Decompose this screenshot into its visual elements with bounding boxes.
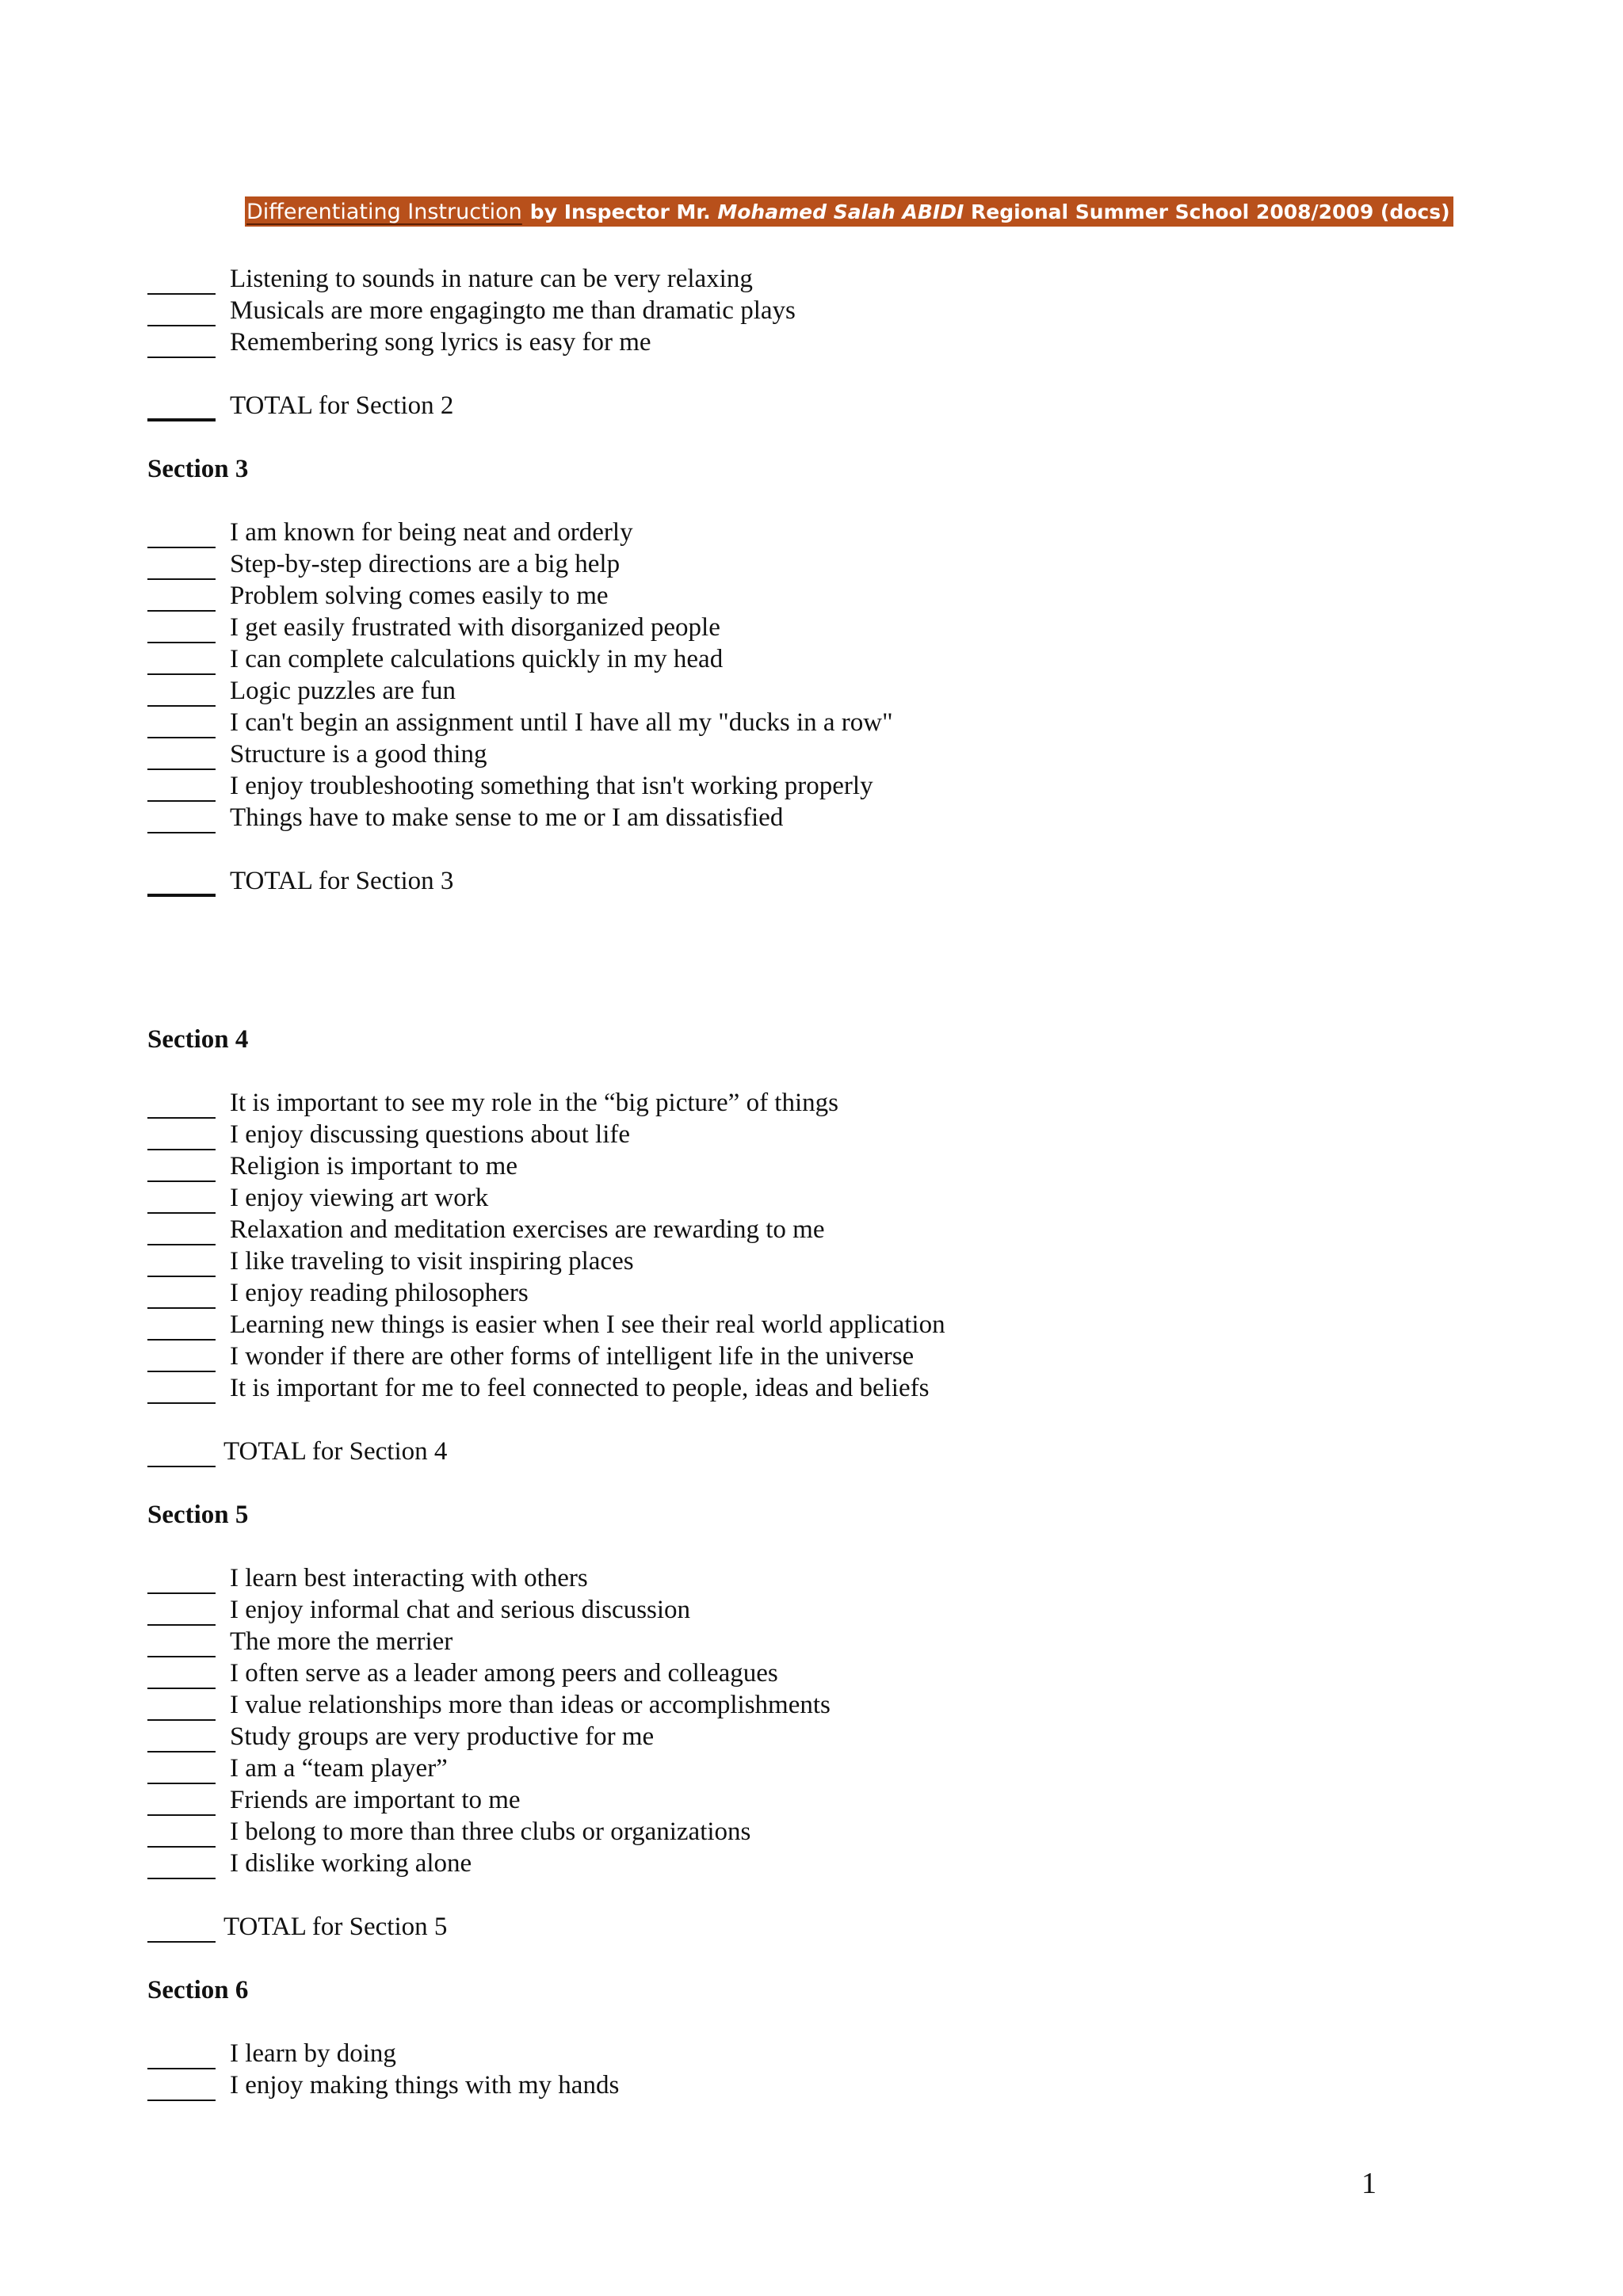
section-total xyxy=(147,865,1495,897)
spacer xyxy=(147,485,1495,517)
list-item xyxy=(147,1816,1495,1848)
item-text: Relaxation and meditation exercises are rewarding to me xyxy=(230,1215,825,1244)
spacer xyxy=(147,421,1495,453)
item-text: The more the merrier xyxy=(230,1627,453,1656)
spacer xyxy=(147,358,1495,390)
list-item xyxy=(147,263,1495,295)
item-text: Structure is a good thing xyxy=(230,740,487,769)
answer-blank[interactable] xyxy=(147,271,216,295)
answer-blank[interactable] xyxy=(147,1253,216,1277)
answer-blank[interactable] xyxy=(147,1729,216,1753)
item-text: Remembering song lyrics is easy for me xyxy=(230,328,651,357)
answer-blank[interactable] xyxy=(147,1317,216,1341)
list-item xyxy=(147,1214,1495,1245)
spacer xyxy=(147,1879,1495,1911)
header-rest-text: Regional Summer School 2008/2009 (docs) xyxy=(971,200,1450,223)
answer-blank[interactable] xyxy=(147,2077,216,2101)
item-text: I am a “team player” xyxy=(230,1754,448,1783)
answer-blank[interactable] xyxy=(147,620,216,643)
item-text: I belong to more than three clubs or organizations xyxy=(230,1817,751,1846)
list-item xyxy=(147,612,1495,643)
list-item xyxy=(147,580,1495,612)
item-text: Friends are important to me xyxy=(230,1786,521,1814)
list-item xyxy=(147,643,1495,675)
item-text: Musicals are more engagingto me than dramatic plays xyxy=(230,296,796,325)
item-text: Learning new things is easier when I see their real world application xyxy=(230,1310,945,1339)
item-text: I often serve as a leader among peers and colleagues xyxy=(230,1659,778,1688)
list-item xyxy=(147,295,1495,326)
item-text: Logic puzzles are fun xyxy=(230,677,456,705)
answer-blank[interactable] xyxy=(147,303,216,326)
section-heading: Section 4 xyxy=(147,1025,249,1054)
list-item xyxy=(147,1848,1495,1879)
answer-blank[interactable] xyxy=(147,2046,216,2069)
list-item xyxy=(147,1594,1495,1626)
list-item xyxy=(147,675,1495,707)
answer-blank[interactable] xyxy=(147,1855,216,1879)
answer-blank[interactable] xyxy=(147,556,216,580)
spacer xyxy=(147,1943,1495,1974)
item-text: I wonder if there are other forms of intelligent life in the universe xyxy=(230,1342,915,1371)
item-text: I enjoy viewing art work xyxy=(230,1184,489,1212)
answer-blank[interactable] xyxy=(147,810,216,833)
answer-blank[interactable] xyxy=(147,1158,216,1182)
total-label: TOTAL for Section 5 xyxy=(223,1913,448,1941)
section-heading: Section 5 xyxy=(147,1501,249,1529)
header-title: Differentiating Instruction xyxy=(246,199,522,224)
answer-blank[interactable] xyxy=(147,1285,216,1309)
item-text: I value relationships more than ideas or accomplishments xyxy=(230,1691,831,1719)
total-blank[interactable] xyxy=(147,1444,216,1467)
answer-blank[interactable] xyxy=(147,1380,216,1404)
answer-blank[interactable] xyxy=(147,1634,216,1657)
item-text: I enjoy reading philosophers xyxy=(230,1279,529,1307)
answer-blank[interactable] xyxy=(147,1095,216,1119)
list-item xyxy=(147,802,1495,833)
questionnaire-body xyxy=(147,263,1495,2101)
list-item xyxy=(147,770,1495,802)
list-item xyxy=(147,738,1495,770)
answer-blank[interactable] xyxy=(147,1570,216,1594)
item-text: I enjoy making things with my hands xyxy=(230,2071,620,2100)
list-item xyxy=(147,1119,1495,1150)
list-item xyxy=(147,2069,1495,2101)
total-blank[interactable] xyxy=(147,396,216,421)
item-text: It is important to see my role in the “big picture” of things xyxy=(230,1089,838,1117)
item-text: I enjoy troubleshooting something that isn't working properly xyxy=(230,772,873,800)
item-text: I enjoy discussing questions about life xyxy=(230,1120,631,1149)
list-item xyxy=(147,1657,1495,1689)
list-item xyxy=(147,326,1495,358)
list-item xyxy=(147,1277,1495,1309)
total-label: TOTAL for Section 2 xyxy=(230,391,454,420)
item-text: I am known for being neat and orderly xyxy=(230,518,633,547)
item-text: I can complete calculations quickly in my head xyxy=(230,645,724,673)
list-item xyxy=(147,517,1495,548)
section-total xyxy=(147,1436,1495,1467)
answer-blank[interactable] xyxy=(147,1190,216,1214)
spacer xyxy=(147,1467,1495,1499)
item-text: Religion is important to me xyxy=(230,1152,517,1180)
total-blank[interactable] xyxy=(147,871,216,897)
item-text: Things have to make sense to me or I am dissatisfied xyxy=(230,803,784,832)
spacer xyxy=(147,2006,1495,2038)
answer-blank[interactable] xyxy=(147,1222,216,1245)
running-header xyxy=(245,196,1453,227)
total-blank[interactable] xyxy=(147,1919,216,1943)
answer-blank[interactable] xyxy=(147,1824,216,1848)
list-item xyxy=(147,1784,1495,1816)
list-item xyxy=(147,1753,1495,1784)
list-item xyxy=(147,1245,1495,1277)
answer-blank[interactable] xyxy=(147,1127,216,1150)
item-text: Study groups are very productive for me xyxy=(230,1722,655,1751)
list-item xyxy=(147,707,1495,738)
answer-blank[interactable] xyxy=(147,334,216,358)
answer-blank[interactable] xyxy=(147,1697,216,1721)
header-author-name: Mohamed Salah ABIDI xyxy=(717,200,964,223)
total-label: TOTAL for Section 3 xyxy=(230,867,454,895)
item-text: I like traveling to visit inspiring places xyxy=(230,1247,634,1276)
item-text: It is important for me to feel connected to people, ideas and beliefs xyxy=(230,1374,930,1402)
item-text: Listening to sounds in nature can be very relaxing xyxy=(230,265,753,293)
list-item xyxy=(147,1309,1495,1341)
answer-blank[interactable] xyxy=(147,1602,216,1626)
answer-blank[interactable] xyxy=(147,746,216,770)
answer-blank[interactable] xyxy=(147,1760,216,1784)
answer-blank[interactable] xyxy=(147,1348,216,1372)
spacer xyxy=(147,833,1495,865)
item-text: I can't begin an assignment until I have all my "ducks in a row" xyxy=(230,708,893,737)
list-item xyxy=(147,1562,1495,1594)
item-text: I get easily frustrated with disorganized people xyxy=(230,613,720,642)
list-item xyxy=(147,1150,1495,1182)
list-item xyxy=(147,1182,1495,1214)
list-item xyxy=(147,1372,1495,1404)
list-item xyxy=(147,1087,1495,1119)
total-label: TOTAL for Section 4 xyxy=(223,1437,448,1466)
spacer xyxy=(147,1531,1495,1562)
answer-blank[interactable] xyxy=(147,1665,216,1689)
answer-blank[interactable] xyxy=(147,651,216,675)
spacer xyxy=(147,992,1495,1024)
item-text: I learn by doing xyxy=(230,2039,396,2068)
header-by-text: by Inspector Mr. xyxy=(529,200,711,223)
list-item xyxy=(147,1341,1495,1372)
spacer xyxy=(147,1404,1495,1436)
section-heading: Section 3 xyxy=(147,455,249,483)
list-item xyxy=(147,1721,1495,1753)
item-text: I enjoy informal chat and serious discussion xyxy=(230,1596,691,1624)
answer-blank[interactable] xyxy=(147,715,216,738)
answer-blank[interactable] xyxy=(147,1792,216,1816)
spacer xyxy=(147,897,1495,992)
page-number: 1 xyxy=(1361,2167,1377,2200)
section-total xyxy=(147,390,1495,421)
item-text: Step-by-step directions are a big help xyxy=(230,550,621,578)
list-item xyxy=(147,1689,1495,1721)
list-item xyxy=(147,1626,1495,1657)
section-heading: Section 6 xyxy=(147,1976,249,2004)
section-total xyxy=(147,1911,1495,1943)
list-item xyxy=(147,2038,1495,2069)
item-text: I dislike working alone xyxy=(230,1849,472,1878)
answer-blank[interactable] xyxy=(147,778,216,802)
answer-blank[interactable] xyxy=(147,524,216,548)
answer-blank[interactable] xyxy=(147,588,216,612)
list-item xyxy=(147,548,1495,580)
item-text: I learn best interacting with others xyxy=(230,1564,588,1592)
header-byline xyxy=(524,200,1453,223)
answer-blank[interactable] xyxy=(147,683,216,707)
spacer xyxy=(147,1055,1495,1087)
item-text: Problem solving comes easily to me xyxy=(230,582,609,610)
